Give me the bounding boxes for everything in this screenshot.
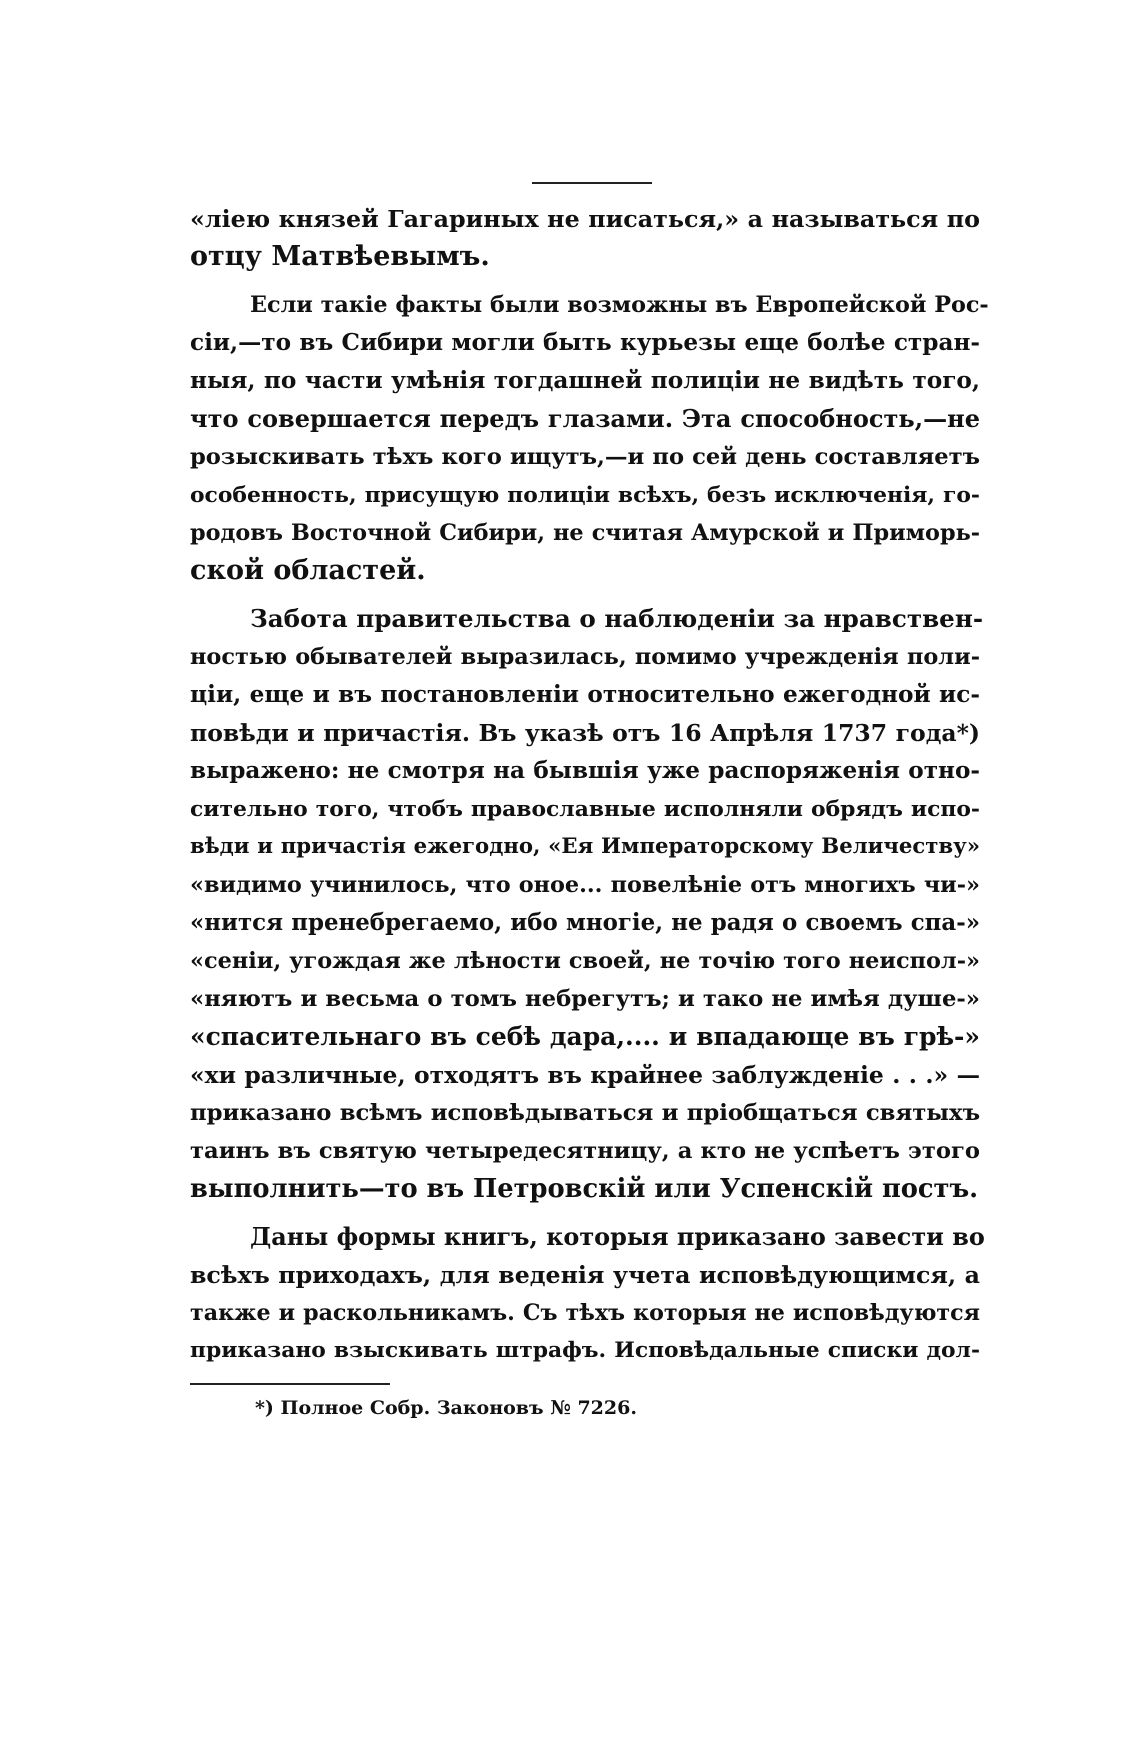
text-line: приказано взыскивать штрафъ. Исповѣдальные списки дол- xyxy=(190,1338,980,1363)
paragraph xyxy=(190,200,980,276)
text-line: ностью обывателей выразилась, помимо учрежденiя поли- xyxy=(190,644,980,670)
text-line: ской областей. xyxy=(190,555,426,586)
text-line: «нится пренебрегаемо, ибо многiе, не радя о своемъ спа-» xyxy=(190,910,980,936)
text-line: Даны формы книгъ, которыя приказано завести во xyxy=(250,1223,985,1251)
text-line: повѣди и причастiя. Въ указѣ отъ 16 Апрѣля 1737 года*) xyxy=(190,719,980,747)
body-text xyxy=(190,200,989,1380)
text-line: выполнить—то въ Петровскiй или Успенскiй постъ. xyxy=(190,1174,979,1204)
paragraph xyxy=(190,1218,985,1370)
footnote-rule xyxy=(190,1383,390,1385)
paragraph xyxy=(190,600,984,1208)
text-line: отцу Матвѣевымъ. xyxy=(190,241,490,272)
text-line: «няютъ и весьма о томъ небрегутъ; и тако не имѣя душе-» xyxy=(190,986,980,1012)
text-line: «хи различные, отходятъ въ крайнее заблужденiе . . .» — xyxy=(190,1061,980,1089)
text-line: выражено: не смотря на бывшiя уже распоряженiя отно- xyxy=(190,757,980,784)
text-line: ныя, по части умѣнiя тогдашней полицiи не видѣть того, xyxy=(190,367,980,394)
text-line: вѣди и причастiя ежегодно, «Ея Императорскому Величеству» xyxy=(190,834,980,859)
text-line: «сенiи, угождая же лѣности своей, не точiю того неиспол-» xyxy=(190,948,980,974)
text-line: цiи, еще и въ постановленiи относительно ежегодной ис- xyxy=(190,681,980,708)
text-line: таинъ въ святую четыредесятницу, а кто не успѣетъ этого xyxy=(190,1138,980,1164)
text-line: розыскивать тѣхъ кого ищутъ,—и по сей день составляетъ xyxy=(190,444,980,470)
text-line: всѣхъ приходахъ, для веденiя учета исповѣдующимся, а xyxy=(190,1261,980,1289)
footnote: *) Полное Собр. Законовъ № 7226. xyxy=(255,1397,637,1419)
text-line: «видимо учинилось, что оное... повелѣнiе отъ многихъ чи-» xyxy=(190,872,980,898)
text-line: также и раскольникамъ. Съ тѣхъ которыя не исповѣдуются xyxy=(190,1300,980,1326)
text-line: что совершается передъ глазами. Эта способность,—не xyxy=(190,404,980,433)
text-line: Если такiе факты были возможны въ Европейской Рос- xyxy=(250,292,989,318)
text-line: приказано всѣмъ исповѣдываться и прiобщаться святыхъ xyxy=(190,1100,980,1126)
text-line: сительно того, чтобъ православные исполняли обрядъ испо- xyxy=(190,796,980,822)
text-line: «спасительнаго въ себѣ дара,.... и впадающе въ грѣ-» xyxy=(190,1022,980,1051)
header-rule xyxy=(532,182,652,184)
paragraph xyxy=(190,286,989,590)
text-line: родовъ Восточной Сибири, не считая Амурской и Приморь- xyxy=(190,520,980,546)
text-line: особенность, присущую полицiи всѣхъ, безъ исключенiя, го- xyxy=(190,482,980,508)
text-line: сiи,—то въ Сибири могли быть курьезы еще болѣе стран- xyxy=(190,329,980,356)
text-line: Забота правительства о наблюденiи за нравствен- xyxy=(250,604,984,633)
text-line: «лiею князей Гагариных не писаться,» а называться по xyxy=(190,205,980,233)
